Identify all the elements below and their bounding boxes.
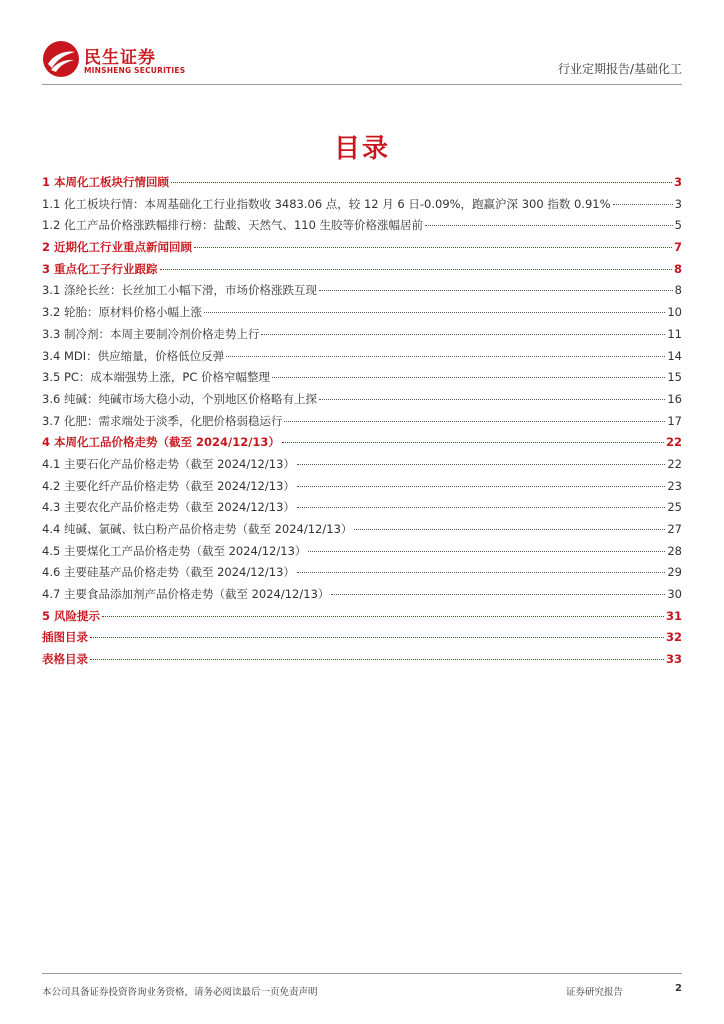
page-number: 2 bbox=[675, 983, 682, 994]
toc-entry-page: 3 bbox=[673, 175, 682, 189]
toc-entry-page: 28 bbox=[667, 543, 682, 558]
toc-entry[interactable] bbox=[42, 521, 682, 543]
toc-entry-page: 29 bbox=[667, 565, 682, 580]
toc-entry[interactable] bbox=[42, 629, 682, 651]
toc-leader-dots bbox=[297, 486, 665, 487]
toc-entry-label: 4 本周化工品价格走势（截至 2024/12/13） bbox=[42, 435, 280, 450]
toc-entry-label: 插图目录 bbox=[42, 630, 88, 645]
toc-entry[interactable] bbox=[42, 608, 682, 630]
toc-leader-dots bbox=[425, 225, 673, 226]
toc-leader-dots bbox=[226, 356, 665, 357]
toc-leader-dots bbox=[284, 421, 665, 422]
footer-report-type: 证券研究报告 bbox=[566, 987, 624, 998]
toc-entry-page: 27 bbox=[667, 522, 682, 536]
toc-entry[interactable] bbox=[42, 217, 682, 239]
toc-entry[interactable] bbox=[42, 282, 682, 304]
toc-entry[interactable] bbox=[42, 564, 682, 586]
toc-entry[interactable] bbox=[42, 304, 682, 326]
toc-leader-dots bbox=[354, 529, 665, 530]
toc-leader-dots bbox=[160, 269, 672, 270]
header-divider bbox=[42, 84, 682, 85]
toc-entry-page: 15 bbox=[667, 370, 682, 385]
toc-leader-dots bbox=[90, 659, 664, 660]
toc-entry-label: 4.3 主要农化产品价格走势（截至 2024/12/13） bbox=[42, 500, 295, 515]
toc-entry-label: 3.1 涤纶长丝：长丝加工小幅下滑，市场价格涨跌互现 bbox=[42, 283, 317, 298]
toc-entry[interactable] bbox=[42, 239, 682, 261]
brand-name-cn: 民生证券 bbox=[84, 48, 156, 68]
toc-entry-page: 8 bbox=[674, 283, 682, 298]
brand-name-en: MINSHENG SECURITIES bbox=[84, 66, 186, 75]
page-header bbox=[42, 38, 682, 84]
toc-leader-dots bbox=[319, 399, 665, 400]
toc-entry-page: 5 bbox=[674, 218, 682, 233]
minsheng-logo-icon bbox=[42, 40, 80, 78]
toc-entry-label: 1.2 化工产品价格涨跌幅排行榜：盐酸、天然气、110 生胶等价格涨幅居前 bbox=[42, 218, 424, 233]
toc-entry-label: 3.4 MDI：供应缩量，价格低位反弹 bbox=[42, 348, 225, 363]
toc-entry[interactable] bbox=[42, 478, 682, 500]
toc-entry[interactable] bbox=[42, 413, 682, 435]
toc-entry[interactable] bbox=[42, 326, 682, 348]
toc-leader-dots bbox=[308, 551, 665, 552]
toc-entry-page: 17 bbox=[667, 413, 682, 428]
toc-entry-page: 23 bbox=[667, 478, 682, 493]
toc-entry-page: 14 bbox=[667, 348, 682, 363]
toc-entry-page: 31 bbox=[665, 608, 682, 623]
toc-entry-page: 11 bbox=[667, 326, 682, 341]
toc-entry[interactable] bbox=[42, 434, 682, 456]
footer-disclaimer: 本公司具备证券投资咨询业务资格，请务必阅读最后一页免责声明 bbox=[42, 987, 318, 998]
toc-entry-label: 3.2 轮胎：原材料价格小幅上涨 bbox=[42, 305, 202, 320]
toc-entry-label: 3 重点化工子行业跟踪 bbox=[42, 261, 158, 276]
toc-entry[interactable] bbox=[42, 369, 682, 391]
toc-leader-dots bbox=[331, 594, 665, 595]
toc-entry-label: 4.5 主要煤化工产品价格走势（截至 2024/12/13） bbox=[42, 543, 307, 558]
report-category: 行业定期报告/基础化工 bbox=[557, 62, 682, 76]
brand-logo[interactable] bbox=[42, 40, 186, 80]
toc-entry[interactable] bbox=[42, 348, 682, 370]
toc-entry[interactable] bbox=[42, 499, 682, 521]
toc-entry-label: 4.1 主要石化产品价格走势（截至 2024/12/13） bbox=[42, 456, 295, 471]
toc-leader-dots bbox=[297, 507, 665, 508]
toc-entry[interactable] bbox=[42, 196, 682, 218]
toc-entry[interactable] bbox=[42, 391, 682, 413]
toc-entry-page: 22 bbox=[667, 456, 682, 471]
toc-entry-label: 表格目录 bbox=[42, 652, 88, 667]
toc-entry-page: 30 bbox=[667, 587, 682, 602]
toc-leader-dots bbox=[194, 247, 672, 248]
toc-leader-dots bbox=[90, 637, 664, 638]
toc-entry-label: 5 风险提示 bbox=[42, 608, 101, 623]
toc-leader-dots bbox=[613, 204, 673, 205]
toc-entry-label: 3.7 化肥：需求端处于淡季，化肥价格弱稳运行 bbox=[42, 413, 283, 428]
toc-entry-page: 32 bbox=[665, 630, 682, 645]
toc-entry-page: 16 bbox=[667, 391, 682, 406]
toc-leader-dots bbox=[297, 572, 665, 573]
toc-entry-label: 4.7 主要食品添加剂产品价格走势（截至 2024/12/13） bbox=[42, 587, 330, 602]
toc-leader-dots bbox=[102, 616, 664, 617]
toc-entry-page: 7 bbox=[673, 240, 682, 255]
toc-entry-page: 8 bbox=[673, 261, 682, 276]
toc-entry[interactable] bbox=[42, 651, 682, 673]
toc-entry[interactable] bbox=[42, 543, 682, 565]
toc-entry-page: 3 bbox=[674, 196, 682, 211]
toc-entry-page: 25 bbox=[667, 500, 682, 515]
toc-entry-page: 33 bbox=[665, 652, 682, 667]
toc-entry-page: 22 bbox=[665, 435, 682, 450]
toc-leader-dots bbox=[272, 377, 665, 378]
table-of-contents bbox=[42, 174, 682, 673]
toc-entry[interactable] bbox=[42, 174, 682, 196]
toc-leader-dots bbox=[319, 290, 673, 291]
toc-title: 目录 bbox=[333, 134, 390, 164]
toc-entry-label: 3.6 纯碱：纯碱市场大稳小动，个别地区价格略有上探 bbox=[42, 391, 317, 406]
toc-entry-label: 4.6 主要硅基产品价格走势（截至 2024/12/13） bbox=[42, 565, 295, 580]
toc-leader-dots bbox=[282, 442, 664, 443]
toc-entry[interactable] bbox=[42, 261, 682, 283]
toc-entry[interactable] bbox=[42, 586, 682, 608]
toc-entry-label: 3.3 制冷剂：本周主要制冷剂价格走势上行 bbox=[42, 326, 260, 341]
toc-entry-label: 3.5 PC：成本端强势上涨，PC 价格窄幅整理 bbox=[42, 370, 271, 385]
toc-entry-label: 4.2 主要化纤产品价格走势（截至 2024/12/13） bbox=[42, 478, 295, 493]
toc-leader-dots bbox=[171, 182, 672, 183]
toc-entry-page: 10 bbox=[667, 305, 682, 320]
toc-leader-dots bbox=[261, 334, 665, 335]
toc-leader-dots bbox=[204, 312, 665, 313]
footer-divider bbox=[42, 973, 682, 974]
toc-entry[interactable] bbox=[42, 456, 682, 478]
toc-entry-label: 2 近期化工行业重点新闻回顾 bbox=[42, 240, 193, 255]
toc-entry-label: 4.4 纯碱、氯碱、钛白粉产品价格走势（截至 2024/12/13） bbox=[42, 522, 353, 536]
toc-leader-dots bbox=[297, 464, 665, 465]
toc-entry-label: 1 本周化工板块行情回顾 bbox=[42, 175, 170, 189]
toc-entry-label: 1.1 化工板块行情：本周基础化工行业指数收 3483.06 点，较 12 月 6 日-0.09%，跑赢沪深 300 指数 0.91% bbox=[42, 196, 611, 211]
